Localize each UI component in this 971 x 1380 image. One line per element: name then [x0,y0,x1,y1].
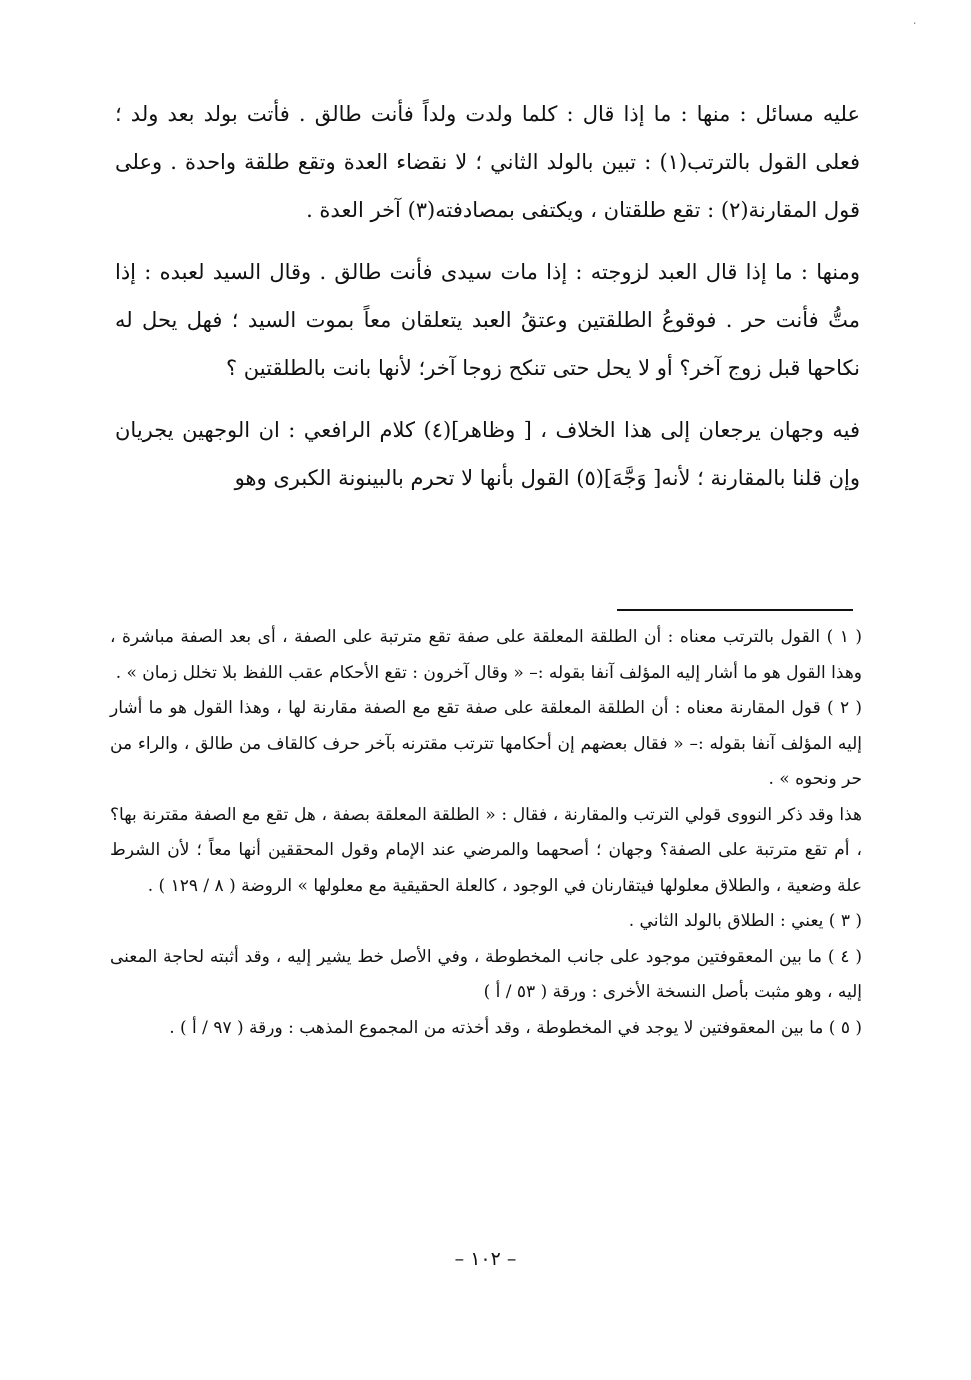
paragraph: ومنها : ما إذا قال العبد لزوجته : إذا مات سيدى فأنت طالق . وقال السيد لعبده : إذا متُّ فأنت حر . فوقوعُ الطلقتين وعتقُ العبد يتعلقان معاً بموت السيد ؛ فهل يحل له نكاحها قبل زوج آخر؟ أو لا يحل حتى تنكح زوجا آخر؛ لأنها بانت بالطلقتين ؟ [115,260,860,380]
paragraph: عليه مسائل : منها : ما إذا قال : كلما ولدت ولداً فأنت طالق . فأتت بولد بعد ولد ؛ فعلى القول بالترتب(١) : تبين بالولد الثاني ؛ لا نقضاء العدة وتقع طلقة واحدة . وعلى قول المقارنة(٢) : تقع طلقتان ، ويكتفى بمصادفته(٣) آخر العدة . [115,102,861,222]
main-text [115,90,860,516]
footnote: ( ٣ ) يعني : الطلاق بالولد الثاني . [628,911,862,931]
corner-mark: ٠ [912,18,918,29]
footnote: هذا وقد ذكر النووى قولي الترتب والمقارنة ، فقال : « الطلقة المعلقة بصفة ، هل تقع مع الصفة مقترنة بها؟ ، أم تقع مترتبة على الصفة؟ وجهان ؛ أصحهما والمرضي عند الإمام وقول المحققين أنها معاً ؛ لأن الشرط علة وضعية ، والطلاق معلولها فيتقارنان في الوجود ، كالعلة الحقيقية مع معلولها » الروضة ( ٨ / ١٢٩ ) . [110,804,862,896]
footnotes [110,620,862,1046]
footnote-divider [617,609,853,611]
footnote: ( ٤ ) ما بين المعقوفتين موجود على جانب المخطوطة ، وفي الأصل خط يشير إليه ، وقد أثبته لحاجة المعنى إليه ، وهو مثبت بأصل النسخة الأخرى : ورقة ( ٥٣ / أ ) [110,946,862,1002]
footnote: ( ٥ ) ما بين المعقوفتين لا يوجد في المخطوطة ، وقد أخذته من المجموع المذهب : ورقة ( ٩٧ / أ ) . [169,1017,862,1038]
footnote: ( ٢ ) قول المقارنة معناه : أن الطلقة المعلقة على صفة تقع مع الصفة مقارنة لها ، وهذا القول هو ما أشار إليه المؤلف آنفا بقوله :– « فقال بعضهم إن أحكامها تترتب مقترنه بآخر حرف كالقاف من طالق ، والراء من حر ونحوه » . [110,698,863,789]
footnote: ( ١ ) القول بالترتب معناه : أن الطلقة المعلقة على صفة تقع مترتبة على الصفة ، أى بعد الصفة مباشرة ، وهذا القول هو ما أشار إليه المؤلف آنفا بقوله :– « وقال آخرون : تقع الأحكام عقب اللفظ بلا تخلل زمان » . [110,627,862,683]
paragraph: فيه وجهان يرجعان إلى هذا الخلاف ، [ وظاهر](٤) كلام الرافعي : ان الوجهين يجريان وإن قلنا بالمقارنة ؛ لأنه[ وَجَّهَ](٥) القول بأنها لا تحرم بالبينونة الكبرى وهو [115,418,860,490]
page-number: – ١٠٢ – [454,1248,517,1270]
